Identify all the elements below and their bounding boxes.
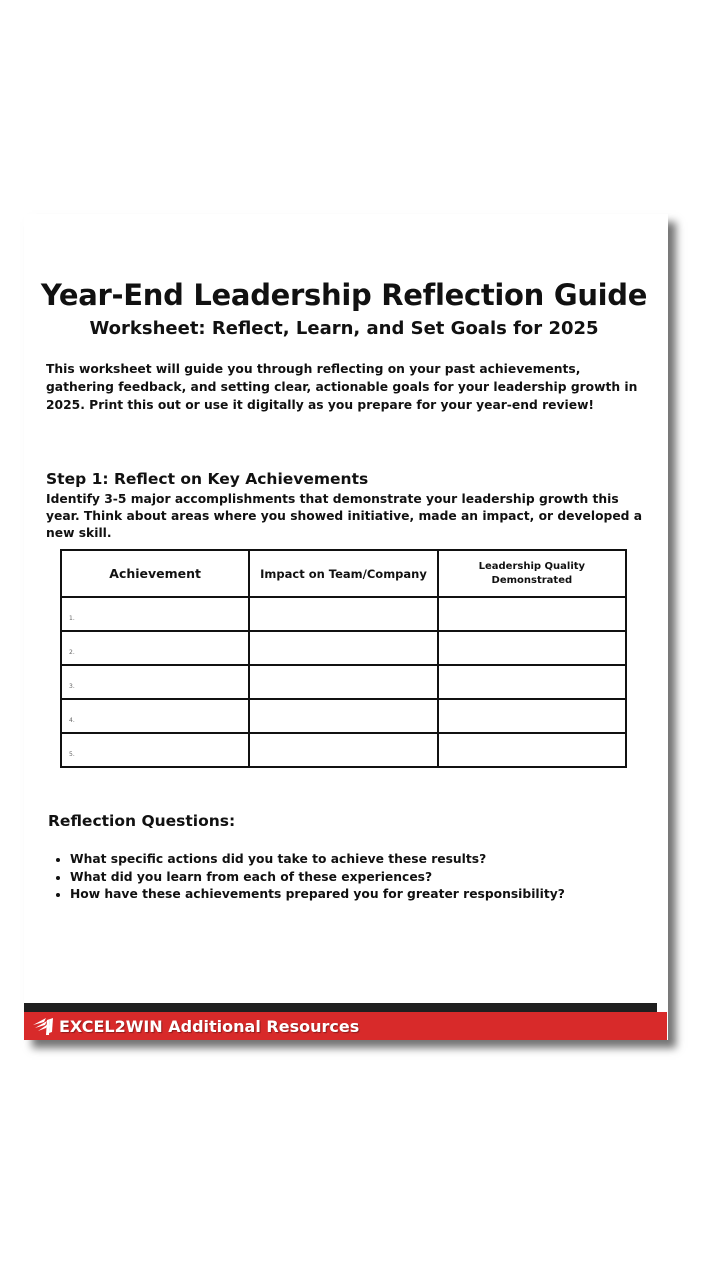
achievement-cell[interactable] — [61, 597, 249, 631]
header-leadership-quality-text: Leadership Quality Demonstrated — [478, 560, 586, 586]
impact-cell[interactable] — [249, 699, 437, 733]
impact-cell[interactable] — [249, 665, 437, 699]
table-row — [61, 665, 626, 699]
table-row — [61, 699, 626, 733]
achievement-cell[interactable] — [61, 631, 249, 665]
impact-cell[interactable] — [249, 733, 437, 767]
quality-cell[interactable] — [438, 733, 626, 767]
row-number: 3. — [69, 682, 75, 690]
row-number: 5. — [69, 750, 75, 758]
achievement-cell[interactable] — [61, 699, 249, 733]
header-leadership-quality — [438, 550, 626, 597]
quality-cell[interactable] — [438, 597, 626, 631]
reflection-questions-list — [48, 851, 670, 904]
footer-dark-bar — [24, 1003, 657, 1012]
row-number: 2. — [69, 648, 75, 656]
worksheet-subtitle: Worksheet: Reflect, Learn, and Set Goals for 2025 — [89, 318, 599, 339]
reflection-questions-heading: Reflection Questions: — [48, 812, 236, 830]
step1-heading: Step 1: Reflect on Key Achievements — [46, 470, 369, 488]
quality-cell[interactable] — [438, 665, 626, 699]
table-header-row — [61, 550, 626, 597]
quality-cell[interactable] — [438, 631, 626, 665]
list-item: • How have these achievements prepared you for greater responsibility? — [70, 886, 670, 904]
row-number: 4. — [69, 716, 75, 724]
quality-cell[interactable] — [438, 699, 626, 733]
header-achievement: Achievement — [61, 550, 249, 597]
header-impact: Impact on Team/Company — [249, 550, 437, 597]
impact-cell[interactable] — [249, 597, 437, 631]
achievement-cell[interactable] — [61, 665, 249, 699]
intro-paragraph: This worksheet will guide you through reflecting on your past achievements, gathering feedback, and setting clear, actionable goals for your leadership growth in 2025. Print this out or use it digitally as you prepare for your year-end review! — [46, 362, 638, 412]
impact-cell[interactable] — [249, 631, 437, 665]
table-row — [61, 631, 626, 665]
achievement-cell[interactable] — [61, 733, 249, 767]
table-row — [61, 733, 626, 767]
footer-brand-label: EXCEL2WIN Additional Resources — [59, 1016, 360, 1036]
list-item: • What specific actions did you take to achieve these results? — [70, 851, 670, 869]
worksheet-title: Year-End Leadership Reflection Guide — [40, 278, 648, 312]
footer-brand-bar[interactable] — [24, 1012, 667, 1040]
step1-description: Identify 3-5 major accomplishments that demonstrate your leadership growth this year. Think about areas where you showed initiative, made an impact, or developed a new skill. — [46, 492, 643, 540]
row-number: 1. — [69, 614, 75, 622]
table-row — [61, 597, 626, 631]
winged-logo-icon — [32, 1016, 54, 1036]
achievements-table — [60, 549, 627, 768]
list-item: • What did you learn from each of these experiences? — [70, 869, 670, 887]
